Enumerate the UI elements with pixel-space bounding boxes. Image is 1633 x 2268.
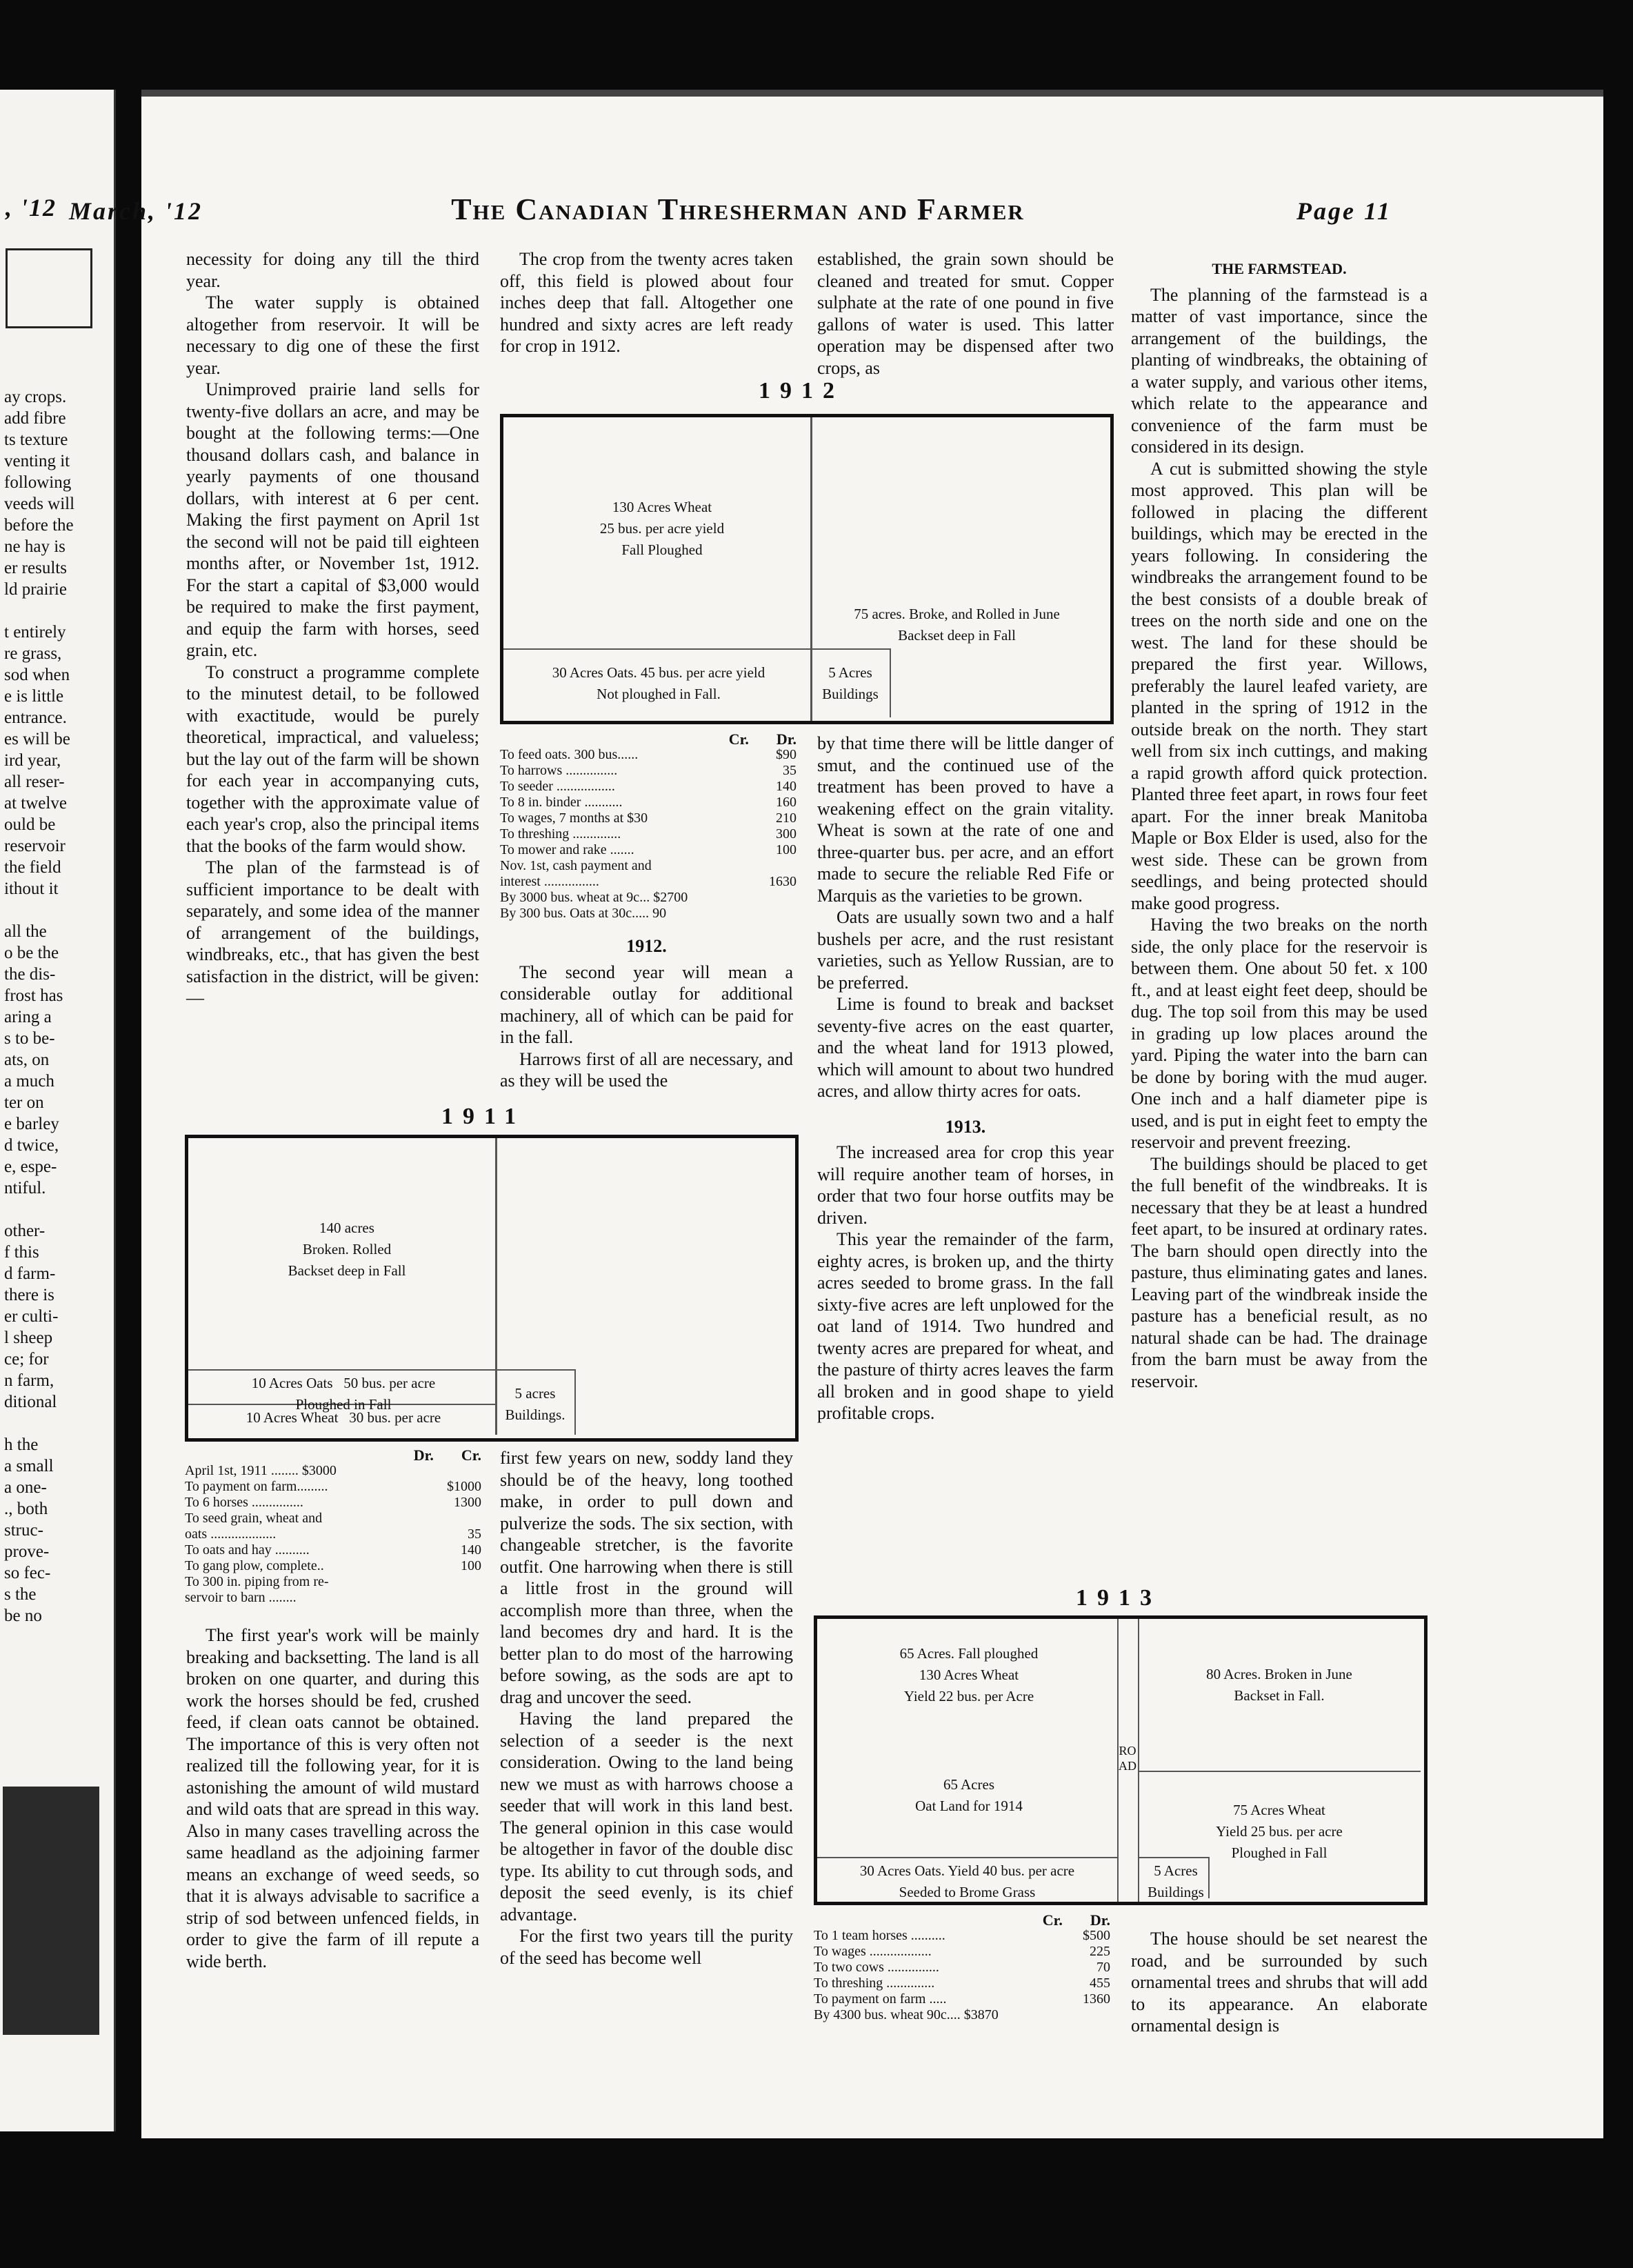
account-item: To 300 in. piping from re- [185,1574,329,1589]
account-amount: 100 [461,1558,481,1573]
plan-1913-field-80-acres: 80 Acres. Broken in June Backset in Fall. [1206,1666,1352,1704]
account-item: To 6 horses ............... [185,1495,303,1510]
account-dr: Dr. [1090,1911,1110,1929]
header-date: March, '12 [69,197,203,225]
account-amount: $90 [776,747,797,762]
paragraph: first few years on new, soddy land they should be of the heavy, long toothed make, in order to pull down and pulverize the sods. The six section, with changeable stretcher, is the favorite outfit. One harrowing when there is still a little frost in the ground will accomplish more than three, when the land becomes dry and hard. It is the better plan to do most of the harrowing before sowing, as the sods are apt to drag and uncover the seed. [500,1448,793,1707]
paragraph: The house should be set nearest the road, and be surrounded by such ornamental trees and shrubs that will add to its appearance. An elaborate ornamental design is [1131,1929,1427,2036]
paragraph: Unimproved prairie land sells for twenty-five dollars an acre, and may be bought at the following terms:—One thousand dollars cash, and balance in yearly payments of one thousand dollars, with interest at 6 per cent. Making the first payment on April 1st the second will not be paid till eighteen months after, or November 1st, 1912. For the start a capital of $3,000 would be required to make the first payment, and equip the farm with horses, seed grain, etc. [186,379,479,660]
account-row [185,1574,481,1590]
account-item: By 3000 bus. wheat at 9c... $2700 [500,890,688,905]
paragraph: necessity for doing any till the third year. [186,249,479,291]
account-row [185,1542,481,1558]
account-row [500,779,797,795]
account-amount [433,1574,481,1590]
plan-1912-buildings: 5 Acres Buildings [822,664,879,702]
account-row [500,858,797,874]
account-row [185,1526,481,1542]
account-row [814,1960,1110,1976]
account-item: To two cows ............... [814,1960,939,1975]
adjacent-page-header: , '12 [6,194,57,221]
account-amount [433,1463,481,1479]
account-cr: Cr. [728,730,749,748]
paragraph: by that time there will be little danger of smut, and the continued use of the treatment has been proved to have a weakening effect on the grain vitality. Wheat is sown at the rate of one and three-quarter bus. per acre, and an effort made to secure the reliable Red Fife or Marquis as the varieties to be grown. [817,733,1114,906]
plan-1911 [185,1135,799,1442]
account-row [500,906,797,922]
account-amount [748,890,797,906]
plan-1913-road-label: ROAD [1119,1744,1136,1773]
account-item: interest ................ [500,874,599,889]
account-item: To gang plow, complete.. [185,1558,324,1573]
account-item: To seed grain, wheat and [185,1511,323,1526]
plan-1911-buildings: 5 acres Buildings. [505,1385,565,1423]
plan-1911-field-140-acres: 140 acres Broken. Rolled Backset deep in Fall [288,1220,406,1279]
account-item: To oats and hay .......... [185,1542,310,1558]
subheading-1912: 1912. [626,936,667,956]
account-1911 [185,1447,481,1606]
paragraph: A cut is submitted showing the style most approved. This plan will be followed in placing the different buildings, which may be erected in the years following. In considering the windbreaks the arrangement found to be the best consists of a double break of trees on the north side and one on the west. The land for these should be prepared the first year. Willows, preferably the laurel leafed variety, are planted in the spring of 1912 in the outside break on the north. They start well from six inch cuttings, and making a rapid growth afford quick protection. Planted three feet apart, in rows four feet apart. For the inner break Manitoba Maple or Box Elder is used, also for the west side. These can be grown from seedlings, and being protected should make good progress. [1131,458,1427,913]
account-amount: 1300 [454,1495,481,1510]
column-3-middle [817,733,1114,1424]
account-row [500,874,797,890]
paragraph: This year the remainder of the farm, eighty acres, is broken up, and the thirty acres seeded to brome grass. In the fall sixty-five acres are left unplowed for the oat land of 1914. Two hundred and twenty acres are prepared for wheat, and the pasture of thirty acres leaves the farm all broken and in good shape to yield profitable crops. [817,1229,1114,1423]
plan-1913-field-oats: 30 Acres Oats. Yield 40 bus. per acre Seeded to Brome Grass [859,1862,1075,1900]
column-1 [186,248,479,1009]
plan-1912-year: 1912 [759,378,844,404]
plan-1913-buildings: 5 Acres Buildings [1148,1862,1204,1900]
account-cr: Cr. [461,1446,481,1464]
plan-1911-year: 1911 [441,1104,526,1129]
account-amount: $1000 [447,1479,481,1494]
account-row [185,1558,481,1574]
column-4-bottom [1131,1928,1427,2037]
column-3 [817,248,1114,379]
paragraph: The first year's work will be mainly breaking and backsetting. The land is all broken on one quarter, and during this work the horses should be fed, crushed feed, if clean oats cannot be obtained. The importance of this is very often not realized till the following year, for it is astonishing the amount of wild mustard and wild oats that are spread in this way. Also in many cases travelling across the same headland as the adjoining farmer means an exchange of weed seeds, so that it is always advisable to sacrifice a strip of sod between unfenced fields, in order to give the farm of ill repute a wide berth. [186,1625,479,1971]
account-item: To payment on farm ..... [814,1991,947,2007]
farmstead-heading: THE FARMSTEAD. [1212,260,1347,277]
account-item: To wages, 7 months at $30 [500,810,648,826]
account-amount [748,858,797,874]
account-amount: 225 [1090,1944,1110,1959]
column-2 [500,248,793,357]
adjacent-page-text: ay crops. add fibre ts texture venting it following veeds will before the ne hay is er results ld prairie t entirely re grass, sod when e is little entrance. es will be ird year, all reser- at twelve ould be reservoir the field ithout it all the o be the the dis- frost has aring a s to be- ats, on a much ter on e barley d twice, e, espe- ntiful. other- f this d farm- there is er culti- l sheep ce; for n farm, ditional h the a small a one- ., both struc- prove- so fec- s the be no [4,388,75,1625]
header-page-number: Page 11 [1296,197,1392,225]
account-row [814,1976,1110,1991]
plan-1912 [500,414,1114,724]
account-item: To 1 team horses .......... [814,1928,945,1943]
account-dr: Dr. [776,730,797,748]
account-item: To threshing .............. [500,826,621,842]
paragraph: The plan of the farmstead is of sufficient importance to be dealt with separately, and some idea of the manner of arrangement of the buildings, windbreaks, etc., that has given the best satisfaction in the district, will be given:— [186,857,479,1008]
plan-1911-field-wheat: 10 Acres Wheat 30 bus. per acre [246,1409,441,1426]
account-amount [1062,2007,1110,2023]
account-row [814,2007,1110,2023]
paragraph: The water supply is obtained altogether from reservoir. It will be necessary to dig one of these the first year. [186,292,479,378]
account-item: To feed oats. 300 bus...... [500,747,639,762]
paragraph: The increased area for crop this year will require another team of horses, in order that two four horse outfits may be driven. [817,1142,1114,1228]
account-row [500,810,797,826]
adjacent-page-ornament [6,248,92,328]
account-row [814,1928,1110,1944]
account-item: April 1st, 1911 ........ $3000 [185,1463,337,1478]
account-amount: 35 [783,763,797,778]
column-2-middle [500,931,793,1092]
account-item: To mower and rake ....... [500,842,634,857]
paragraph: Lime is found to break and backset seventy-five acres on the east quarter, and the wheat land for 1913 plowed, which will amount to about two hundred acres, and allow thirty acres for oats. [817,994,1114,1101]
adjacent-page [0,90,116,2131]
plan-1912-field-oats: 30 Acres Oats. 45 bus. per acre yield Not ploughed in Fall. [552,664,765,702]
adjacent-page-photo [3,1787,99,2035]
plan-1913-year: 1913 [1076,1585,1161,1611]
header-title: The Canadian Thresherman and Farmer [451,192,1025,226]
plan-1913-field-wheat: 65 Acres. Fall ploughed 130 Acres Wheat Yield 22 bus. per Acre [899,1645,1039,1704]
account-item: To 8 in. binder ........... [500,795,623,810]
paragraph: The planning of the farmstead is a matter of vast importance, since the arrangement of the buildings, the planting of windbreaks, the obtaining of a water supply, and various other items, which relate to the appearance and convenience of the farm must be considered in its design. [1131,284,1427,457]
paragraph: For the first two years till the purity of the seed has become well [500,1926,793,1968]
account-row [500,763,797,779]
column-2-bottom [500,1447,793,1969]
account-amount: 35 [468,1526,481,1542]
account-item: oats ................... [185,1526,277,1542]
account-row [185,1463,481,1479]
account-row [185,1511,481,1526]
paragraph: Harrows first of all are necessary, and as they will be used the [500,1048,793,1091]
account-item: By 300 bus. Oats at 30c..... 90 [500,906,667,921]
account-amount: 100 [776,842,797,857]
account-item: Nov. 1st, cash payment and [500,858,652,873]
account-amount: 70 [1096,1960,1110,1975]
plan-1911-field-oats: 10 Acres Oats 50 bus. per acre Ploughed in Fall [251,1375,436,1413]
account-dr: Dr. [413,1446,434,1464]
account-amount: 1630 [769,874,797,889]
account-amount: 160 [776,795,797,810]
account-row [814,1991,1110,2007]
account-item: To seeder ................. [500,779,615,794]
account-row [185,1590,481,1606]
account-amount: 140 [776,779,797,794]
account-item: To wages .................. [814,1944,932,1959]
account-row [814,1944,1110,1960]
account-row [500,890,797,906]
paragraph: The second year will mean a considerable outlay for additional machinery, all of which can be paid for in the fall. [500,962,793,1047]
account-row [500,747,797,763]
paragraph: established, the grain sown should be cleaned and treated for smut. Copper sulphate at the rate of one pound in five gallons of water is used. This latter operation may be dispensed after two crops, as [817,249,1114,378]
account-row [500,842,797,858]
plan-1913 [814,1615,1427,1905]
paragraph: Oats are usually sown two and a half bushels per acre, and the rust resistant varieties, such as Yellow Russian, are to be preferred. [817,907,1114,993]
plan-1913-field-oat-land: 65 Acres Oat Land for 1914 [915,1776,1023,1814]
account-amount: 455 [1090,1976,1110,1991]
account-amount: 1360 [1083,1991,1110,2007]
account-row [185,1479,481,1495]
account-1913 [814,1912,1110,2023]
subheading-1913: 1913. [945,1116,986,1137]
account-item: To threshing .............. [814,1976,935,1991]
account-amount: 300 [776,826,797,842]
account-amount [433,1590,481,1606]
paragraph: The crop from the twenty acres taken off, this field is plowed about four inches deep that fall. Altogether one hundred and sixty acres are left ready for crop in 1912. [500,249,793,356]
paragraph: To construct a programme complete to the minutest detail, to be followed with exactitude, would be purely theoretical, impractical, and valueless; but the lay out of the farm will be shown for each year in accompanying cuts, together with the approximate value of each year's crop, also the principal items that the books of the farm would show. [186,662,479,856]
account-row [500,795,797,810]
account-item: By 4300 bus. wheat 90c.... $3870 [814,2007,999,2022]
account-item: To payment on farm......... [185,1479,328,1494]
account-cr: Cr. [1042,1911,1063,1929]
account-amount: 140 [461,1542,481,1558]
paragraph: Having the two breaks on the north side, the only place for the reservoir is between them. One about 50 fet. x 100 ft., and at least eight feet deep, should be dug. The top soil from this may be used in grading up low places around the yard. Piping the water into the barn can be done by boring with the mud auger. One inch and a half diameter pipe is used, and is put in eight feet to empty the reservoir and prevent freezing. [1131,915,1427,1152]
account-item: To harrows ............... [500,763,618,778]
column-4 [1131,254,1427,1392]
plan-1912-field-75-acres: 75 acres. Broke, and Rolled in June Backset deep in Fall [854,606,1060,644]
account-amount [433,1511,481,1526]
account-row [500,826,797,842]
paragraph: The buildings should be placed to get the full benefit of the windbreaks. It is necessary that they be at least a hundred feet apart, to be insured at ordinary rates. The barn should open directly into the pasture, thus eliminating gates and lanes. Leaving part of the windbreak inside the pasture has a beneficial result, as no natural shade can be had. The drainage from the barn must be away from the reservoir. [1131,1153,1427,1391]
plan-1913-field-75-acres: 75 Acres Wheat Yield 25 bus. per acre Ploughed in Fall [1216,1802,1343,1861]
account-amount: $500 [1083,1928,1110,1943]
paragraph: Having the land prepared the selection of a seeder is the next consideration. Owing to the land being new we must as with harrows choose a seeder that will work in this land best. The general opinion in this case would be altogether in favor of the double disc type. Its ability to cut through sods, and deposit the seed evenly, is its chief advantage. [500,1709,793,1924]
plan-1912-field-wheat: 130 Acres Wheat 25 bus. per acre yield Fall Ploughed [599,499,725,558]
account-amount [748,906,797,922]
account-item: servoir to barn ........ [185,1590,297,1605]
account-row [185,1495,481,1511]
account-amount: 210 [776,810,797,826]
column-1-continued [186,1624,479,1972]
account-1912 [500,731,797,922]
